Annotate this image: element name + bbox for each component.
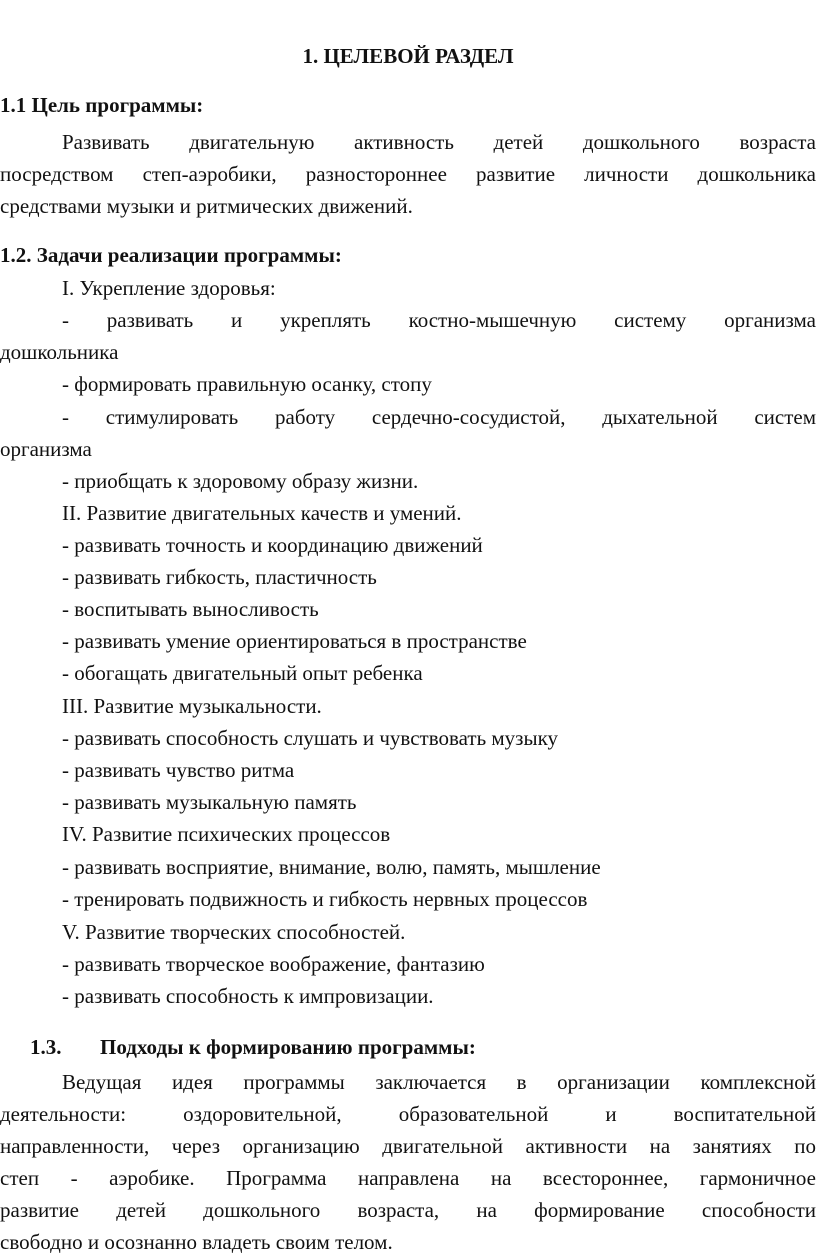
task-item: - воспитывать выносливость [62,597,319,621]
approaches-line: деятельности: оздоровительной, образовательной и воспитательной [0,1102,816,1126]
task-item-continued: организма [0,437,92,461]
task-item: - развивать способность слушать и чувствовать музыку [62,726,558,750]
task-item: - развивать точность и координацию движений [62,533,483,557]
approaches-line: свободно и осознанно владеть своим телом. [0,1230,393,1254]
approaches-line: направленности, через организацию двигательной активности на занятиях по [0,1134,816,1158]
task-item: - развивать гибкость, пластичность [62,565,377,589]
task-group-title: I. Укрепление здоровья: [62,276,276,300]
task-item: - развивать способность к импровизации. [62,984,434,1008]
approaches-number: 1.3. [30,1035,62,1059]
task-item: - развивать творческое воображение, фантазию [62,952,485,976]
task-item: - стимулировать работу сердечно-сосудистой, дыхательной систем [62,405,816,429]
approaches-line: степ - аэробике. Программа направлена на всестороннее, гармоничное [0,1166,816,1190]
goal-heading: 1.1 Цель программы: [0,93,204,117]
task-item: - развивать чувство ритма [62,758,295,782]
task-item: - развивать умение ориентироваться в пространстве [62,629,527,653]
task-group-title: II. Развитие двигательных качеств и умений. [62,501,462,525]
goal-line: Развивать двигательную активность детей дошкольного возраста [62,130,816,154]
tasks-heading: 1.2. Задачи реализации программы: [0,243,342,267]
task-item: - обогащать двигательный опыт ребенка [62,661,423,685]
approaches-line: развитие детей дошкольного возраста, на формирование способности [0,1198,816,1222]
section-title: 1. ЦЕЛЕВОЙ РАЗДЕЛ [302,44,514,68]
task-group-title: V. Развитие творческих способностей. [62,920,406,944]
task-item: - формировать правильную осанку, стопу [62,372,432,396]
task-item: - развивать и укреплять костно-мышечную систему организма [62,308,816,332]
task-group-title: IV. Развитие психических процессов [62,822,391,846]
task-item: - развивать восприятие, внимание, волю, память, мышление [62,855,601,879]
task-item: - развивать музыкальную память [62,790,357,814]
approaches-line: Ведущая идея программы заключается в организации комплексной [62,1070,816,1094]
task-item: - тренировать подвижность и гибкость нервных процессов [62,887,588,911]
approaches-heading: Подходы к формированию программы: [100,1035,476,1059]
goal-line: средствами музыки и ритмических движений. [0,194,413,218]
task-group-title: III. Развитие музыкальности. [62,694,322,718]
task-item: - приобщать к здоровому образу жизни. [62,469,419,493]
goal-line: посредством степ-аэробики, разностороннее развитие личности дошкольника [0,162,816,186]
task-item-continued: дошкольника [0,340,119,364]
